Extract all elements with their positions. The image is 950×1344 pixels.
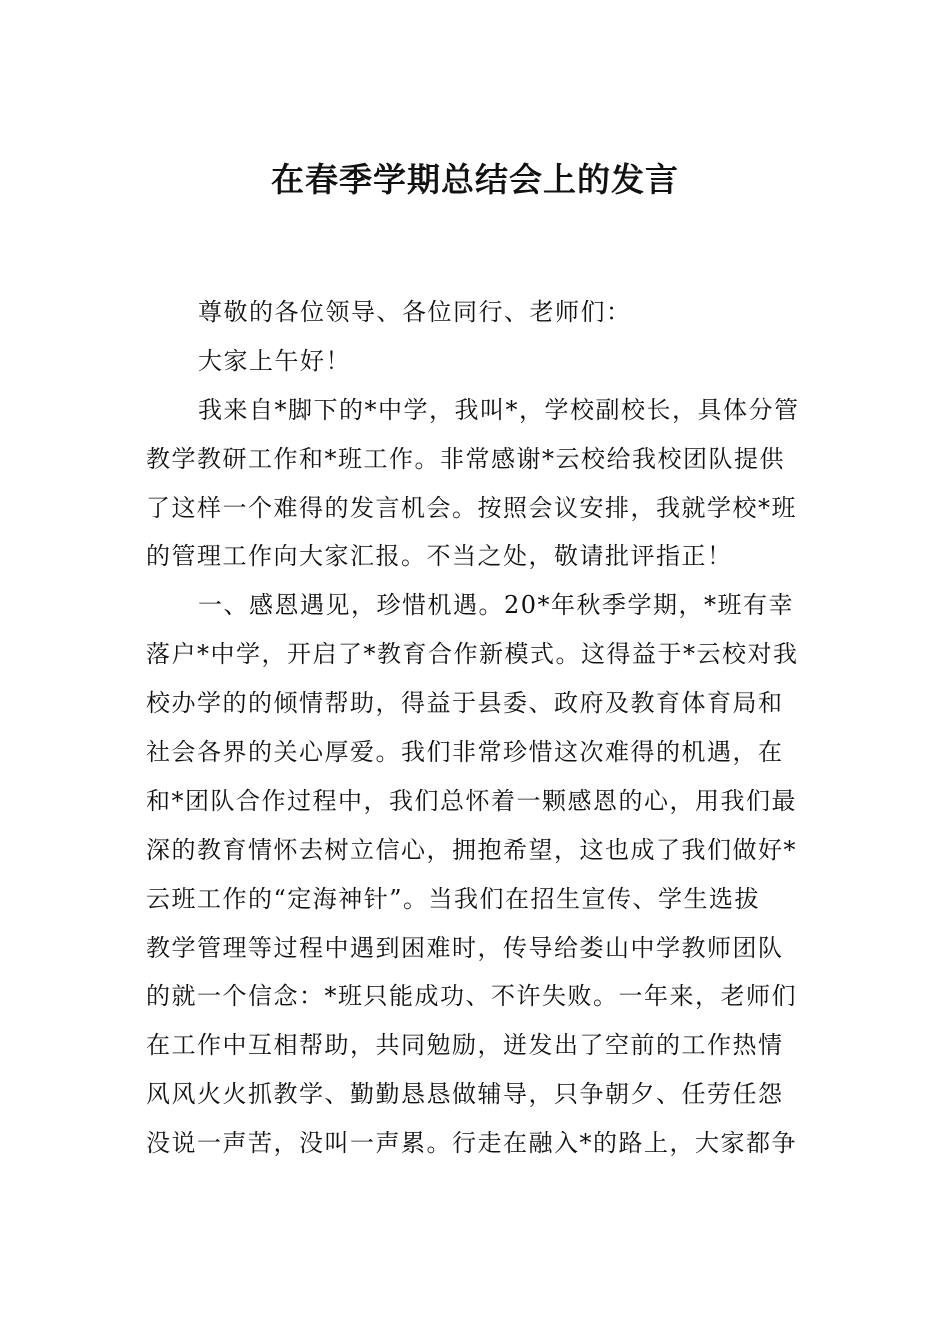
text-line: 和*团队合作过程中，我们总怀着一颗感恩的心，用我们最 bbox=[146, 786, 797, 815]
text-line: 的就一个信念：*班只能成功、不许失败。一年来，老师们 bbox=[146, 982, 797, 1011]
text-line: 的管理工作向大家汇报。不当之处，敬请批评指正！ bbox=[146, 542, 733, 571]
text-line: 教学教研工作和*班工作。非常感谢*云校给我校团队提供 bbox=[146, 444, 785, 473]
text-line: 云班工作的“定海神针”。当我们在招生宣传、学生选拔 bbox=[146, 884, 761, 913]
text-line: 社会各界的关心厚爱。我们非常珍惜这次难得的机遇，在 bbox=[146, 738, 784, 767]
text-line: 了这样一个难得的发言机会。按照会议安排，我就学校*班 bbox=[146, 493, 797, 522]
text-line: 我来自*脚下的*中学，我叫*，学校副校长，具体分管 bbox=[198, 395, 800, 424]
text-line: 教学管理等过程中遇到困难时，传导给娄山中学教师团队 bbox=[146, 933, 784, 962]
document-title: 在春季学期总结会上的发言 bbox=[271, 160, 679, 199]
text-line: 尊敬的各位领导、各位同行、老师们： bbox=[198, 298, 632, 326]
text-line: 没说一声苦，没叫一声累。行走在融入*的路上，大家都争 bbox=[146, 1129, 797, 1158]
text-line: 深的教育情怀去树立信心，拥抱希望，这也成了我们做好* bbox=[146, 835, 797, 864]
text-line: 一、感恩遇见，珍惜机遇。20*年秋季学期，*班有幸 bbox=[198, 591, 795, 620]
text-line: 在工作中互相帮助，共同勉励，迸发出了空前的工作热情 bbox=[146, 1031, 784, 1060]
text-line: 校办学的的倾情帮助，得益于县委、政府及教育体育局和 bbox=[146, 689, 784, 718]
text-line: 落户*中学，开启了*教育合作新模式。这得益于*云校对我 bbox=[146, 640, 799, 669]
text-line: 风风火火抓教学、勤勤恳恳做辅导，只争朝夕、任劳任怨 bbox=[146, 1080, 784, 1109]
document-body bbox=[146, 288, 806, 1168]
text-line: 大家上午好！ bbox=[198, 346, 351, 375]
